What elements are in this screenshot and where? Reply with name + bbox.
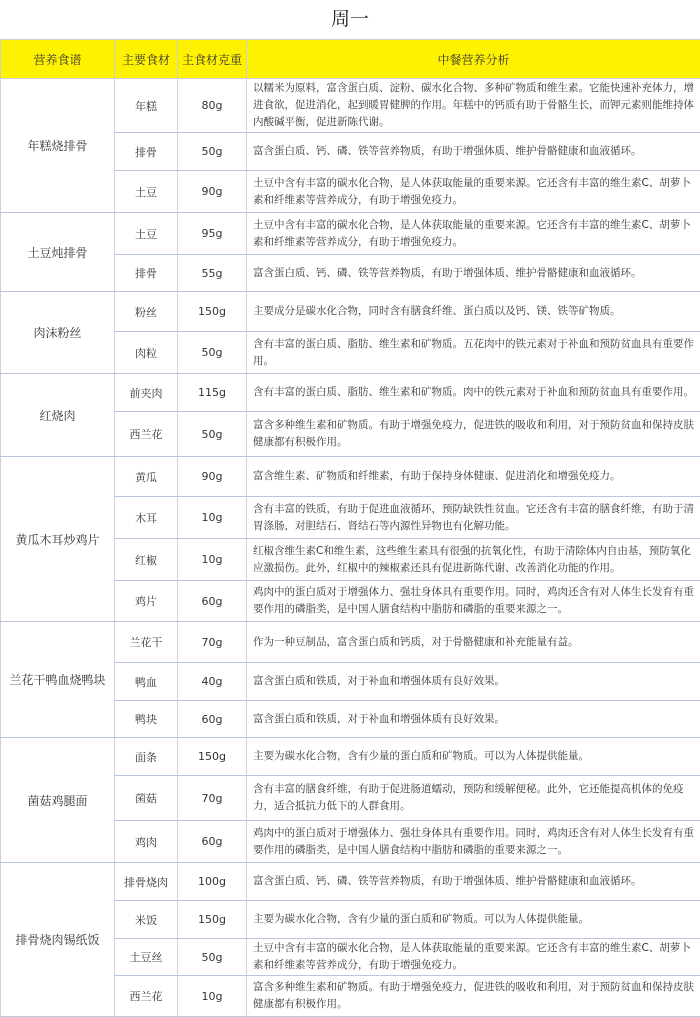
header-weight: 主食材克重 xyxy=(178,40,247,79)
ingredient-name: 西兰花 xyxy=(115,412,178,457)
nutrition-analysis: 含有丰富的膳食纤维，有助于促进肠道蠕动，预防和缓解便秘。此外，它还能提高机体的免疫力，适合抵抗力低下的人群食用。 xyxy=(247,776,700,821)
nutrition-analysis: 富含蛋白质、钙、磷、铁等营养物质，有助于增强体质、维护骨骼健康和血液循环。 xyxy=(247,133,700,171)
header-row xyxy=(1,40,700,79)
nutrition-analysis: 富含蛋白质和铁质，对于补血和增强体质有良好效果。 xyxy=(247,663,700,701)
ingredient-weight: 115g xyxy=(178,374,247,412)
table-row xyxy=(1,79,700,133)
table-row xyxy=(1,863,700,901)
nutrition-analysis: 富含蛋白质、钙、磷、铁等营养物质，有助于增强体质、维护骨骼健康和血液循环。 xyxy=(247,255,700,292)
ingredient-weight: 10g xyxy=(178,539,247,581)
ingredient-name: 排骨 xyxy=(115,133,178,171)
table-row xyxy=(1,213,700,255)
table-row xyxy=(1,292,700,332)
nutrition-analysis: 含有丰富的铁质，有助于促进血液循环，预防缺铁性贫血。它还含有丰富的膳食纤维，有助于清胃涤肠，对胆结石、肾结石等内源性异物也有化解功能。 xyxy=(247,497,700,539)
nutrition-analysis: 主要为碳水化合物，含有少量的蛋白质和矿物质。可以为人体提供能量。 xyxy=(247,738,700,776)
dish-name: 肉沫粉丝 xyxy=(1,292,115,374)
nutrition-analysis: 鸡肉中的蛋白质对于增强体力、强壮身体具有重要作用。同时，鸡肉还含有对人体生长发育有重要作用的磷脂类，是中国人膳食结构中脂肪和磷脂的重要来源之一。 xyxy=(247,581,700,622)
table-body xyxy=(1,79,700,1017)
ingredient-name: 前夹肉 xyxy=(115,374,178,412)
dish-name: 土豆炖排骨 xyxy=(1,213,115,292)
ingredient-weight: 60g xyxy=(178,701,247,738)
ingredient-name: 红椒 xyxy=(115,539,178,581)
table-row xyxy=(1,457,700,497)
ingredient-weight: 40g xyxy=(178,663,247,701)
nutrition-analysis: 富含多种维生素和矿物质。有助于增强免疫力，促进铁的吸收和利用，对于预防贫血和保持皮肤健康都有积极作用。 xyxy=(247,976,700,1017)
dish-name: 排骨烧肉锡纸饭 xyxy=(1,863,115,1017)
dish-name: 菌菇鸡腿面 xyxy=(1,738,115,863)
ingredient-weight: 150g xyxy=(178,292,247,332)
nutrition-analysis: 主要为碳水化合物，含有少量的蛋白质和矿物质。可以为人体提供能量。 xyxy=(247,901,700,939)
nutrition-analysis: 富含多种维生素和矿物质。有助于增强免疫力，促进铁的吸收和利用，对于预防贫血和保持皮肤健康都有积极作用。 xyxy=(247,412,700,457)
ingredient-name: 面条 xyxy=(115,738,178,776)
ingredient-weight: 10g xyxy=(178,976,247,1017)
nutrition-analysis: 土豆中含有丰富的碳水化合物，是人体获取能量的重要来源。它还含有丰富的维生素C、胡萝卜素和纤维素等营养成分，有助于增强免疫力。 xyxy=(247,939,700,976)
nutrition-analysis: 鸡肉中的蛋白质对于增强体力、强壮身体具有重要作用。同时，鸡肉还含有对人体生长发育有重要作用的磷脂类，是中国人膳食结构中脂肪和磷脂的重要来源之一。 xyxy=(247,821,700,863)
nutrition-analysis: 土豆中含有丰富的碳水化合物，是人体获取能量的重要来源。它还含有丰富的维生素C、胡萝卜素和纤维素等营养成分，有助于增强免疫力。 xyxy=(247,171,700,213)
ingredient-name: 菌菇 xyxy=(115,776,178,821)
nutrition-analysis: 富含蛋白质和铁质，对于补血和增强体质有良好效果。 xyxy=(247,701,700,738)
dish-name: 红烧肉 xyxy=(1,374,115,457)
nutrition-analysis: 以糯米为原料，富含蛋白质、淀粉、碳水化合物、多种矿物质和维生素。它能快速补充体力，增进食欲，促进消化，起到暖胃健脾的作用。年糕中的钙质有助于骨骼生长，而钾元素则能维持体内酸碱平衡，促进新陈代谢。 xyxy=(247,79,700,133)
ingredient-weight: 50g xyxy=(178,133,247,171)
ingredient-weight: 150g xyxy=(178,738,247,776)
ingredient-name: 肉粒 xyxy=(115,332,178,374)
ingredient-weight: 60g xyxy=(178,821,247,863)
ingredient-name: 年糕 xyxy=(115,79,178,133)
nutrition-analysis: 含有丰富的蛋白质、脂肪、维生素和矿物质。肉中的铁元素对于补血和预防贫血具有重要作用。 xyxy=(247,374,700,412)
ingredient-name: 粉丝 xyxy=(115,292,178,332)
header-recipe: 营养食谱 xyxy=(1,40,115,79)
ingredient-name: 鸭块 xyxy=(115,701,178,738)
ingredient-name: 西兰花 xyxy=(115,976,178,1017)
nutrition-table xyxy=(0,39,700,1017)
table-row xyxy=(1,622,700,663)
dish-name: 黄瓜木耳炒鸡片 xyxy=(1,457,115,622)
ingredient-weight: 10g xyxy=(178,497,247,539)
ingredient-name: 土豆 xyxy=(115,213,178,255)
ingredient-weight: 50g xyxy=(178,939,247,976)
dish-name: 年糕烧排骨 xyxy=(1,79,115,213)
nutrition-analysis: 作为一种豆制品，富含蛋白质和钙质，对于骨骼健康和补充能量有益。 xyxy=(247,622,700,663)
ingredient-weight: 90g xyxy=(178,171,247,213)
ingredient-weight: 80g xyxy=(178,79,247,133)
ingredient-weight: 50g xyxy=(178,332,247,374)
ingredient-weight: 100g xyxy=(178,863,247,901)
ingredient-weight: 55g xyxy=(178,255,247,292)
nutrition-analysis: 含有丰富的蛋白质、脂肪、维生素和矿物质。五花肉中的铁元素对于补血和预防贫血具有重要作用。 xyxy=(247,332,700,374)
nutrition-analysis: 富含蛋白质、钙、磷、铁等营养物质，有助于增强体质、维护骨骼健康和血液循环。 xyxy=(247,863,700,901)
ingredient-weight: 60g xyxy=(178,581,247,622)
table-row xyxy=(1,738,700,776)
ingredient-weight: 150g xyxy=(178,901,247,939)
ingredient-weight: 95g xyxy=(178,213,247,255)
ingredient-name: 土豆丝 xyxy=(115,939,178,976)
ingredient-weight: 70g xyxy=(178,622,247,663)
ingredient-name: 鸡肉 xyxy=(115,821,178,863)
ingredient-name: 鸭血 xyxy=(115,663,178,701)
ingredient-weight: 90g xyxy=(178,457,247,497)
nutrition-analysis: 富含维生素、矿物质和纤维素，有助于保持身体健康、促进消化和增强免疫力。 xyxy=(247,457,700,497)
ingredient-name: 排骨 xyxy=(115,255,178,292)
dish-name: 兰花干鸭血烧鸭块 xyxy=(1,622,115,738)
page-title: 周一 xyxy=(0,0,700,39)
ingredient-name: 米饭 xyxy=(115,901,178,939)
ingredient-name: 鸡片 xyxy=(115,581,178,622)
ingredient-name: 土豆 xyxy=(115,171,178,213)
header-analysis: 中餐营养分析 xyxy=(247,40,700,79)
ingredient-weight: 70g xyxy=(178,776,247,821)
nutrition-analysis: 红椒含维生素C和维生素，这些维生素具有很强的抗氧化性，有助于清除体内自由基，预防氧化应激损伤。此外，红椒中的辣椒素还具有促进新陈代谢、改善消化功能的作用。 xyxy=(247,539,700,581)
table-row xyxy=(1,374,700,412)
header-ingredient: 主要食材 xyxy=(115,40,178,79)
ingredient-weight: 50g xyxy=(178,412,247,457)
nutrition-analysis: 土豆中含有丰富的碳水化合物，是人体获取能量的重要来源。它还含有丰富的维生素C、胡萝卜素和纤维素等营养成分，有助于增强免疫力。 xyxy=(247,213,700,255)
ingredient-name: 黄瓜 xyxy=(115,457,178,497)
ingredient-name: 木耳 xyxy=(115,497,178,539)
nutrition-analysis: 主要成分是碳水化合物，同时含有膳食纤维、蛋白质以及钙、镁、铁等矿物质。 xyxy=(247,292,700,332)
ingredient-name: 排骨烧肉 xyxy=(115,863,178,901)
ingredient-name: 兰花干 xyxy=(115,622,178,663)
